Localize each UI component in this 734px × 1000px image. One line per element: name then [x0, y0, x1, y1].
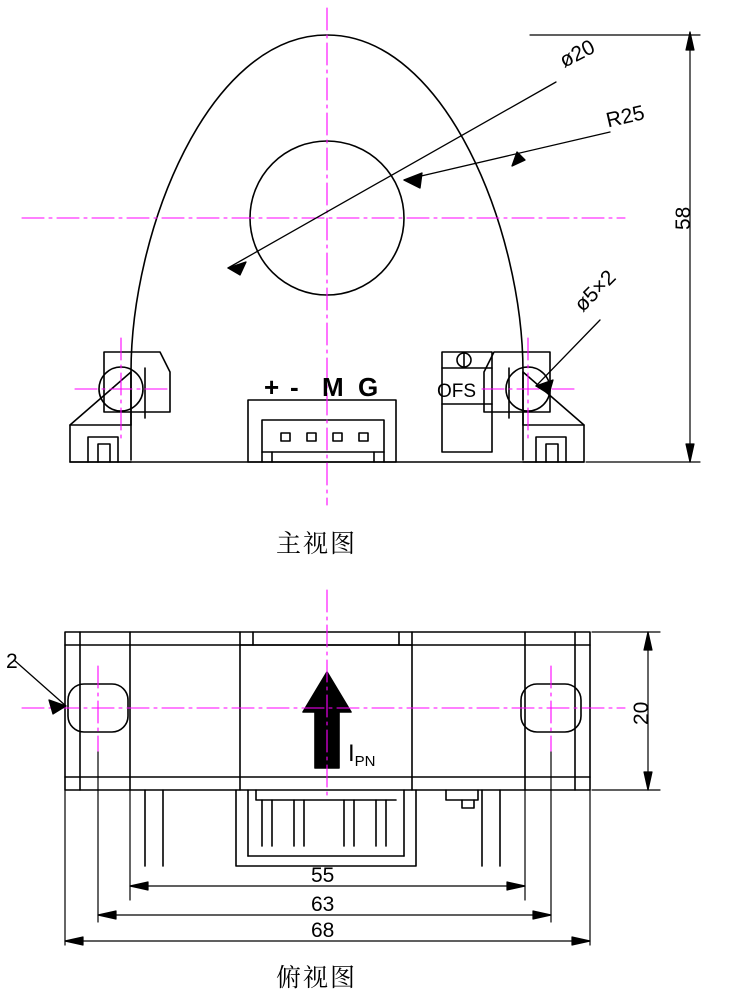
terminal-m: M [322, 372, 344, 402]
label-depth-20: 20 [630, 701, 653, 725]
dimension-58 [530, 32, 700, 462]
front-view-centerlines [22, 8, 625, 505]
label-dim-63: 63 [311, 893, 335, 916]
terminal-plus: + [264, 372, 280, 402]
label-hole-diameter: ø20 [556, 35, 599, 73]
label-height-58: 58 [672, 206, 695, 230]
label-ipn-main: I [348, 740, 355, 767]
label-slot-2: 2 [6, 650, 18, 673]
label-radius: R25 [604, 101, 647, 133]
slot-2-leader [14, 660, 66, 714]
label-dim-68: 68 [311, 919, 335, 942]
current-direction-arrow [303, 672, 351, 768]
terminal-g: G [358, 372, 379, 402]
label-dim-55: 55 [311, 864, 335, 887]
label-ofs: OFS [437, 381, 477, 402]
front-view-leaders [228, 76, 610, 394]
top-view-title: 俯视图 [276, 964, 358, 992]
label-ipn-sub: PN [354, 753, 376, 771]
label-ipn [348, 740, 376, 770]
terminal-minus: - [290, 372, 299, 402]
label-mounting-hole: ø5×2 [570, 265, 621, 317]
front-view-title: 主视图 [276, 530, 358, 558]
